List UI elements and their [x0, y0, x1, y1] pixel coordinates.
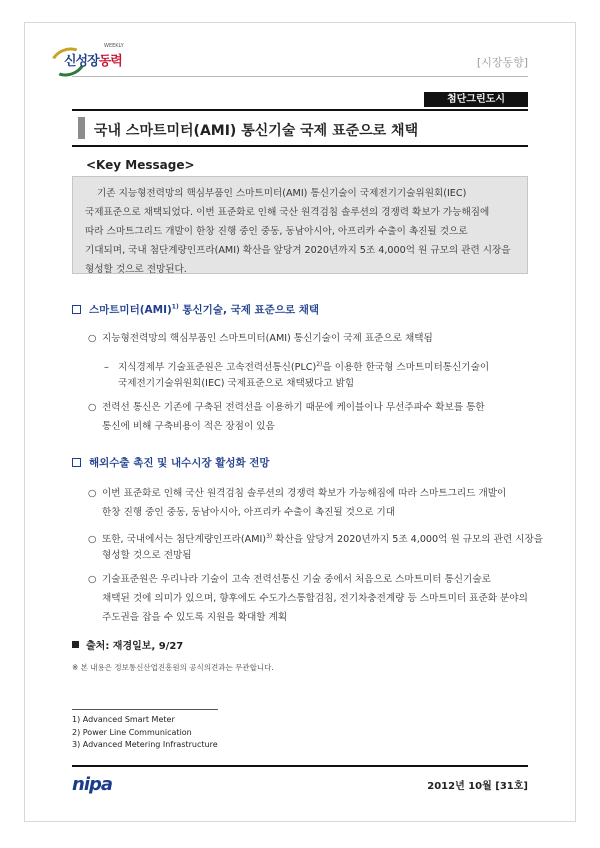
bullet-item [88, 398, 485, 417]
circle-bullet-icon: ○ [88, 488, 97, 499]
square-bullet-icon [72, 641, 79, 648]
key-message-box [72, 176, 528, 274]
bullet-text: 주도권을 잡을 수 있도록 지원을 확대할 계획 [102, 612, 288, 623]
section-heading-1-tail: 통신기술, 국제 표준으로 채택 [178, 304, 320, 316]
section-heading-2-text: 해외수출 촉진 및 내수시장 활성화 전망 [89, 457, 270, 469]
article-title-box [72, 109, 528, 147]
bullet-item [88, 329, 433, 348]
footnotes [72, 714, 218, 752]
key-message-line: 기존 지능형전력망의 핵심부품인 스마트미터(AMI) 통신기술이 국제전기기술위원회(IEC) [97, 188, 467, 199]
bullet-text: 전력선 통신은 기존에 구축된 전력선을 이용하기 때문에 케이블이나 무선주파수 확보를 통한 [102, 402, 485, 413]
bullet-text: 확산을 앞당겨 2020년까지 5조 4,000억 원 규모의 관련 시장을 [272, 534, 544, 546]
section-heading-2 [72, 455, 270, 470]
bullet-item [88, 570, 491, 589]
logo-name-blue: 신성장 [64, 54, 99, 69]
bullet-text: 형성할 것으로 전망됨 [102, 550, 192, 561]
category-badge: 첨단그린도시 [424, 92, 528, 107]
nipa-logo: nipa [72, 774, 113, 795]
issue-number: 2012년 10월 [31호] [427, 781, 528, 792]
footnote-ref: 3) [266, 533, 273, 540]
bullet-text: 이번 표준화로 인해 국산 원격검침 솔루션의 경쟁력 확보가 가능해짐에 따라 스마트그리드 개발이 [102, 488, 507, 499]
publication-logo [46, 42, 156, 72]
footnote-ref: 1) [171, 303, 179, 311]
circle-bullet-icon: ○ [88, 574, 97, 585]
logo-name [64, 50, 122, 69]
section-heading-1-text: 스마트미터(AMI) [89, 304, 172, 316]
bullet-text: 채택된 것에 의미가 있으며, 향후에도 수도가스통합검침, 전기차충전계량 등 스마트미터 표준화 분야의 [102, 593, 528, 604]
circle-bullet-icon: ○ [88, 534, 97, 546]
section-tag: [시장동향] [476, 56, 528, 69]
footer-divider [72, 765, 528, 767]
circle-bullet-icon: ○ [88, 402, 97, 413]
circle-bullet-icon: ○ [88, 333, 97, 344]
bullet-text: 통신에 비해 구축비용이 적은 장점이 있음 [102, 421, 275, 432]
sub-bullet-text: 을 이용한 한국형 스마트미터통신기술이 [322, 362, 490, 374]
sub-bullet-text: 지식경제부 기술표준원은 고속전력선통신(PLC) [118, 362, 317, 374]
footnote: 2) Power Line Communication [72, 727, 192, 737]
dash-bullet-icon: – [104, 362, 109, 374]
key-message-line: 기대되며, 국내 첨단계량인프라(AMI) 확산을 앞당겨 2020년까지 5조 4,000억 원 규모의 관련 시장을 [85, 245, 511, 256]
bullet-text: 한창 진행 중인 중동, 동남아시아, 아프리카 수출이 촉진될 것으로 기대 [102, 507, 396, 518]
key-message-line: 형성할 것으로 전망된다. [85, 264, 187, 275]
disclaimer: ※ 본 내용은 정보통신산업진흥원의 공식의견과는 무관합니다. [72, 663, 274, 672]
square-bullet-icon [72, 305, 81, 314]
square-bullet-icon [72, 458, 81, 467]
footnote: 3) Advanced Metering Infrastructure [72, 740, 218, 749]
footnote: 1) Advanced Smart Meter [72, 715, 175, 724]
bullet-item [88, 484, 506, 503]
header-divider [72, 76, 528, 77]
logo-name-red: 동력 [98, 54, 122, 69]
section-heading-1 [72, 302, 319, 317]
footnote-divider [72, 709, 218, 710]
key-message-line: 따라 스마트그리드 개발이 한창 진행 중인 중동, 동남아시아, 아프리카 수출이 촉진될 것으로 [85, 226, 468, 237]
article-title: 국내 스마트미터(AMI) 통신기술 국제 표준으로 채택 [94, 123, 419, 139]
source-text: 출처: 재경일보, 9/27 [86, 641, 184, 652]
key-message-label: <Key Message> [86, 158, 195, 172]
bullet-text: 지능형전력망의 핵심부품인 스마트미터(AMI) 통신기술이 국제 표준으로 채택됨 [102, 333, 433, 344]
bullet-text: 기술표준원은 우리나라 기술이 고속 전력선통신 기술 중에서 처음으로 스마트미터 통신기술로 [102, 574, 491, 585]
key-message-line: 국제표준으로 채택되었다. 이번 표준화로 인해 국산 원격검침 솔루션의 경쟁력 확보가 가능해짐에 [85, 207, 490, 218]
sub-bullet-text: 국제전기기술위원회(IEC) 국제표준으로 채택됐다고 밝힘 [118, 378, 355, 389]
footnote-ref: 2) [316, 361, 323, 368]
logo-small-text: WEEKLY [104, 43, 124, 49]
source-line [72, 637, 183, 652]
bullet-text: 또한, 국내에서는 첨단계량인프라(AMI) [102, 534, 267, 546]
title-accent-bar [78, 117, 85, 139]
